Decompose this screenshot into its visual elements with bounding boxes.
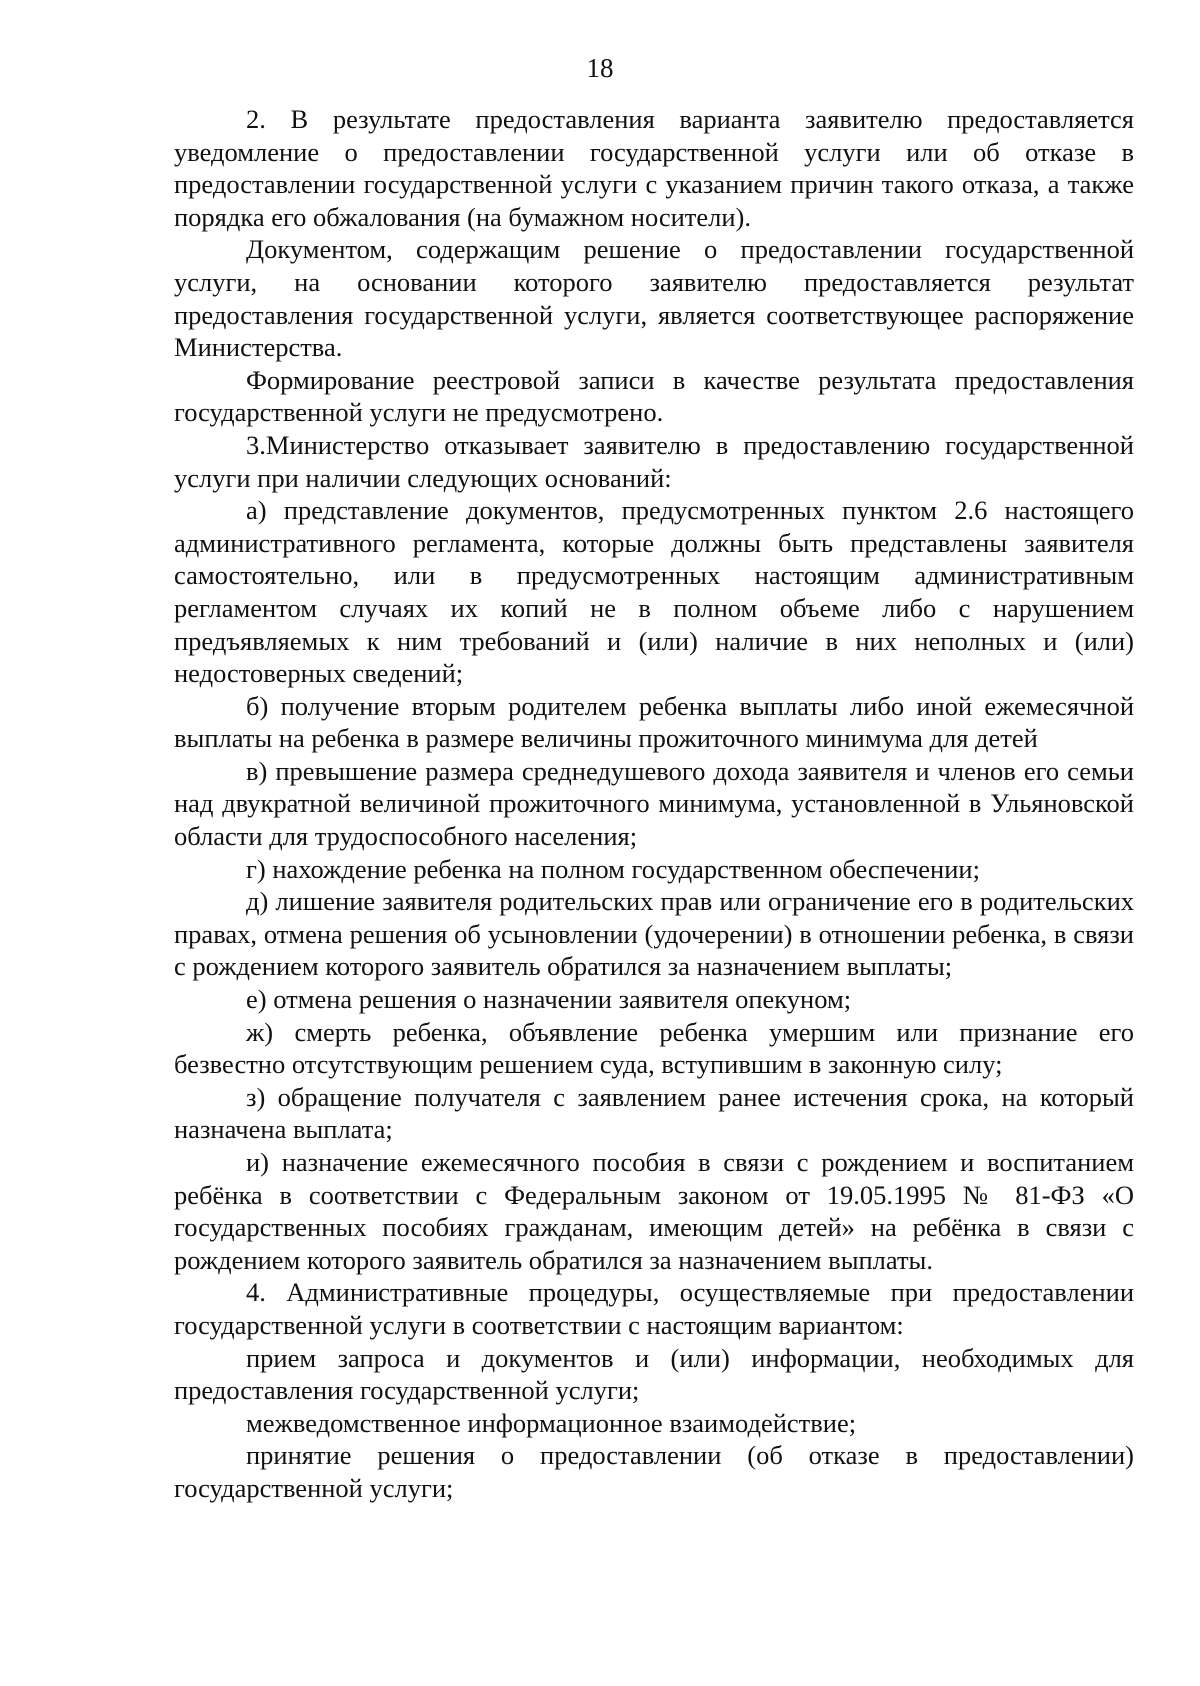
list-item-z: з) обращение получателя с заявлением ранее истечения срока, на который назначена выплата; xyxy=(174,1081,1134,1145)
procedure-item-decision: принятие решения о предоставлении (об отказе в предоставлении) государственной услуги; xyxy=(174,1440,1134,1503)
procedure-item-request: прием запроса и документов и (или) информации, необходимых для предоставления государственной услуги; xyxy=(174,1342,1134,1406)
paragraph-registry-record: Формирование реестровой записи в качестве результата предоставления государственной услуги не предусмотрено. xyxy=(174,364,1134,428)
list-item-i: и) назначение ежемесячного пособия в связи с рождением и воспитанием ребёнка в соответствии с Федеральным законом от 19.05.1995 № 81-ФЗ «О государственных пособиях гражданам, имеющим детей» на ребёнка в связи с рождением которого заявитель обратился за назначением выплаты. xyxy=(174,1147,1134,1275)
list-item-v: в) превышение размера среднедушевого дохода заявителя и членов его семьи над двукратной величиной прожиточного минимума, установленной в Ульяновской области для трудоспособного населения; xyxy=(174,755,1134,852)
list-item-b: б) получение вторым родителем ребенка выплаты либо иной ежемесячной выплаты на ребенка в размере величины прожиточного минимума для детей xyxy=(174,690,1134,754)
procedure-item-interagency: межведомственное информационное взаимодействие; xyxy=(246,1407,857,1438)
list-item-a: а) представление документов, предусмотренных пунктом 2.6 настоящего административного регламента, которые должны быть представлены заявителя самостоятельно, или в предусмотренных настоящим административным регламентом случаях их копий не в полном объеме либо с нарушением предъявляемых к ним требований и (или) наличие в них неполных и (или) недостоверных сведений; xyxy=(174,495,1134,689)
document-body xyxy=(174,103,1134,1505)
paragraph-decision-document: Документом, содержащим решение о предоставлении государственной услуги, на основании которого заявителю предоставляется результат предоставления государственной услуги, является соответствующее распоряжение Министерства. xyxy=(174,234,1134,363)
paragraph-result-notification: 2. В результате предоставления варианта заявителю предоставляется уведомление о предоставлении государственной услуги или об отказе в предоставлении государственной услуги с указанием причин такого отказа, а также порядка его обжалования (на бумажном носители). xyxy=(174,104,1134,232)
list-item-g: г) нахождение ребенка на полном государственном обеспечении; xyxy=(246,853,980,884)
page-number: 18 xyxy=(586,53,614,83)
list-item-zh: ж) смерть ребенка, объявление ребенка умершим или признание его безвестно отсутствующим решением суда, вступившим в законную силу; xyxy=(174,1016,1134,1080)
list-item-d: д) лишение заявителя родительских прав или ограничение его в родительских правах, отмена решения об усыновлении (удочерении) в отношении ребенка, в связи с рождением которого заявитель обратился за назначением выплаты; xyxy=(174,886,1134,982)
paragraph-refusal-grounds-intro: 3.Министерство отказывает заявителю в предоставлению государственной услуги при наличии следующих оснований: xyxy=(174,429,1134,493)
paragraph-admin-procedures: 4. Административные процедуры, осуществляемые при предоставлении государственной услуги в соответствии с настоящим вариантом: xyxy=(174,1277,1134,1340)
list-item-e: е) отмена решения о назначении заявителя опекуном; xyxy=(246,984,852,1015)
